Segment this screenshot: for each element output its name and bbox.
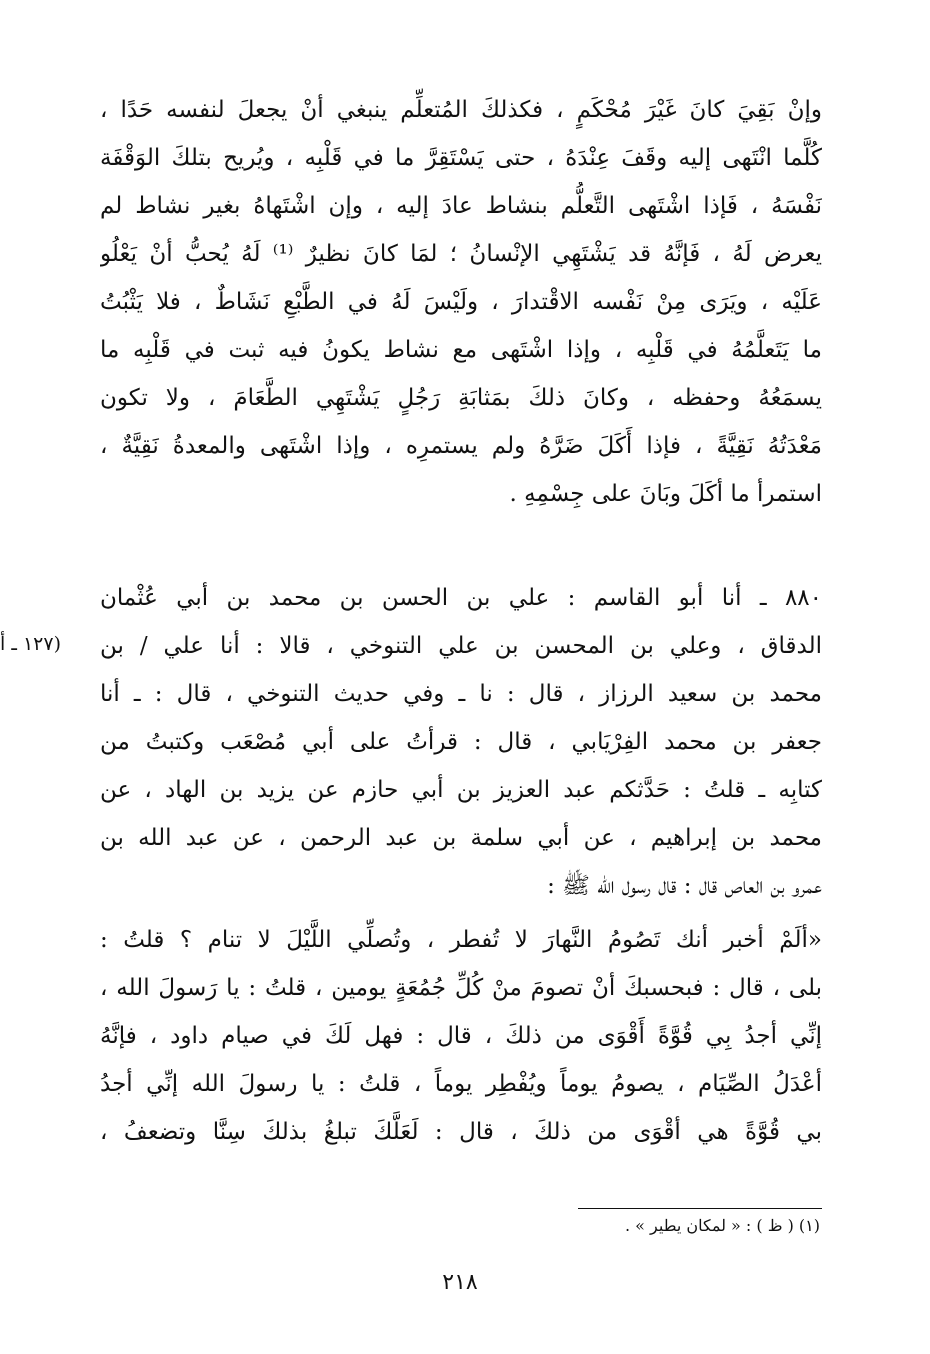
- text-line: بي قُوَّةً هي أقْوَى من ذلكَ ، قال : لَعَلَّكَ تبلغُ بذلكَ سِنَّا وتضعفُ ،: [100, 1119, 822, 1145]
- footnote: (١) ( ظ ) : « لمكان يطير » .: [624, 1216, 820, 1235]
- text-line: يسمَعُهُ وحفظه ، وكانَ ذلكَ بمَثابَةِ رَجُلٍ يَشْتَهِي الطَّعَامَ ، ولا تكون: [100, 385, 822, 411]
- text-line: نَفْسَهُ ، فَإذا اشْتَهى التَّعلُّم بنشاط عادَ إليه ، وإن اشْتَهاهُ بغير نشاط لم: [100, 193, 822, 219]
- text-line: جعفر بن محمد الفِرْيَابي ، قال : قرأتُ على أبي مُصْعَب وكتبتُ من: [100, 729, 822, 755]
- text-line: محمد بن سعيد الرزاز ، قال : نا ـ وفي حديث التنوخي ، قال : ـ أنا: [100, 681, 822, 707]
- text-line: كُلَّما انْتَهى إليه وقَفَ عِنْدَهُ ، حتى يَسْتَقِرَّ ما في قَلْبِه ، ويُريح بتلكَ الوَقْفَة: [100, 145, 822, 171]
- paragraph-commentary: [100, 86, 822, 518]
- paragraph-hadith-text: [100, 916, 822, 1156]
- text-line: يعرض لَهُ ، فَإنَّهُ قد يَشْتَهِي الإنْسانُ ؛ لمَا كانَ نظيرٌ ⁽¹⁾ لَهُ يُحبُّ أنْ يَعْلُو: [100, 241, 822, 267]
- text-line: عَلَيْه ، ويَرَى مِنْ نَفْسه الاقْتدارَ ، ولَيْسَ لَهُ في الطَّبْعِ نَشَاطٌ ، فلا يَثْبُتُ: [100, 289, 822, 315]
- text-line: بلى ، قال : فبحسبكَ أنْ تصومَ منْ كُلِّ جُمُعَةٍ يومين ، قلتُ : يا رَسولَ الله ،: [100, 975, 822, 1001]
- text-line: استمرأ ما أكَلَ وبَانَ على جِسْمِهِ .: [509, 481, 822, 507]
- text-line: ما يَتَعلَّمُهُ في قَلْبِه ، وإذا اشْتَهى مع نشاط يكونُ فيه ثبت في قَلْبِه ما: [100, 337, 822, 363]
- text-line: أعْدَلُ الصِّيَام ، يصومُ يوماً ويُفْطِر يوماً ، قلتُ : يا رسولَ الله إنِّي أجدُ: [100, 1071, 822, 1097]
- text-line: عمرو بن العاص قال : قال رسول الله ﷺ :: [547, 873, 822, 899]
- text-line: الدقاق ، وعلي بن المحسن بن علي التنوخي ، قالا : أنا علي / بن: [100, 633, 822, 659]
- manuscript-folio-reference: (١٢٧ ـ أ: [0, 633, 61, 655]
- text-line: وإنْ بَقِيَ كانَ غَيْرَ مُحْكَمٍ ، فكذلكَ المُتعلِّم ينبغي أنْ يجعلَ لنفسه حَدًا ،: [100, 97, 822, 123]
- paragraph-isnad: [100, 574, 822, 910]
- text-line: كتابِه ـ قلتُ : حَدَّثكم عبد العزيز بن أبي حازم عن يزيد بن الهاد ، عن: [100, 777, 822, 803]
- page-number: ٢١٨: [442, 1270, 478, 1295]
- text-line: إنِّي أجدُ بِي قُوَّةً أَقْوَى من ذلكَ ، قال : فهل لَكَ في صيام داود ، فإنَّهُ: [100, 1023, 822, 1049]
- text-line: ٨٨٠ ـ أنا أبو القاسم : علي بن الحسن بن محمد بن أبي عُثْمان: [100, 585, 822, 611]
- text-line: «ألَمْ أخبر أنك تَصُومُ النَّهارَ لا تُفطر ، وتُصلِّي اللَّيْلَ لا تنام ؟ قلتُ :: [100, 927, 822, 953]
- text-line: مَعْدَتُهُ نَقِيَّةً ، فإذا أَكَلَ ضَرَّهُ ولم يستمرِه ، وإذا اشْتَهى والمعدةُ نَقِيَّةٌ ،: [100, 433, 822, 459]
- footnote-divider: [578, 1208, 822, 1209]
- text-line: محمد بن إبراهيم ، عن أبي سلمة بن عبد الرحمن ، عن عبد الله بن: [100, 825, 822, 851]
